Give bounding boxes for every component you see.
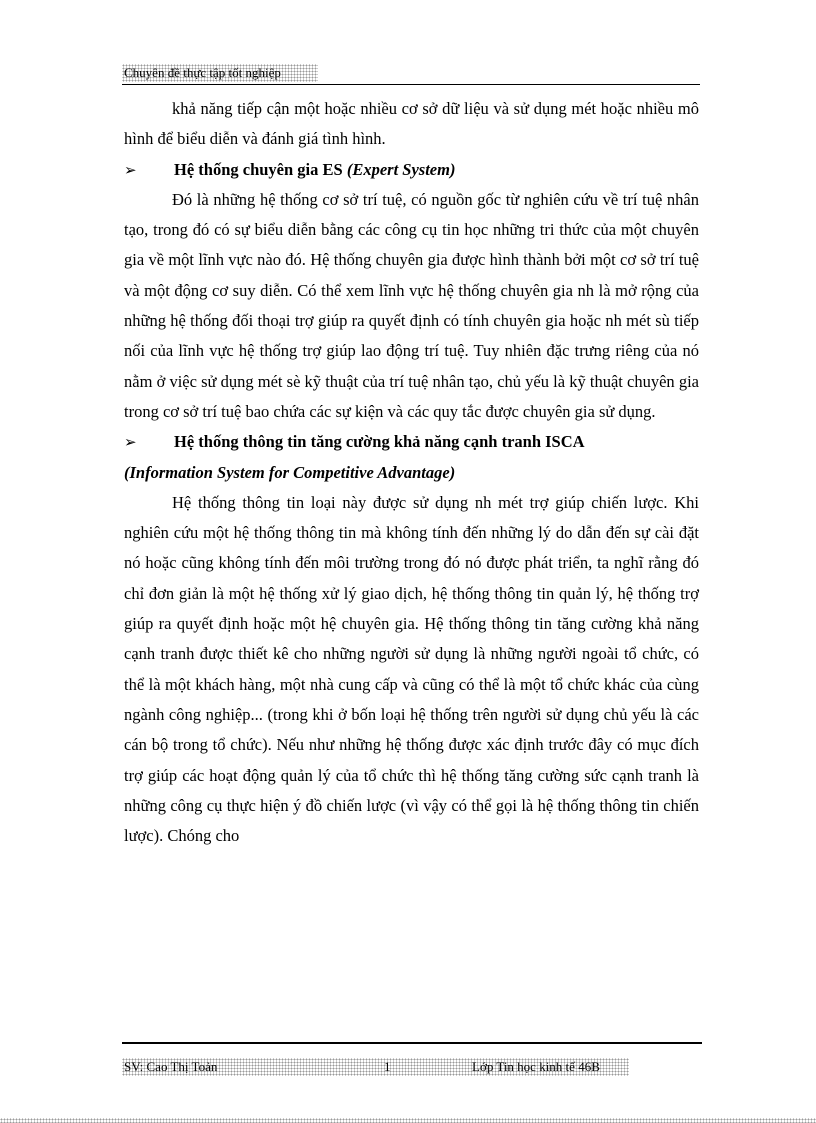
header-rule xyxy=(122,84,700,85)
bullet-heading-es-italic: (Expert System) xyxy=(346,159,456,179)
bullet-heading-isca xyxy=(124,427,699,457)
bottom-dotted-border xyxy=(0,1118,816,1123)
footer-student: SV: Cao Thị Toản xyxy=(124,1059,218,1074)
footer-rule xyxy=(122,1042,702,1044)
footer-page-number: 1 xyxy=(384,1059,391,1074)
document-body xyxy=(124,94,699,851)
arrowhead-bullet-icon: ➢ xyxy=(124,160,137,179)
bullet-heading-es xyxy=(124,155,699,185)
page-footer xyxy=(122,1058,629,1076)
paragraph-3: Hệ thống thông tin loại này được sử dụng nh mét trợ giúp chiến lược. Khi nghiên cứu một hệ thống thông tin mà không tính đến những lý do dẫn đến sự cài đặt nó hoặc cũng không tính đến môi trường trong đó nó được phát triển, ta nghĩ rằng đó chỉ đơn giản là một hệ thống xử lý giao dịch, hệ thống thông tin quản lý, hệ thống trợ giúp ra quyết định hoặc một hệ chuyên gia. Hệ thống thông tin tăng cường khả năng cạnh tranh được thiết kê cho những người sử dụng là những người ngoài tổ chức, có thể là một khách hàng, một nhà cung cấp và cũng có thể là một tổ chức khác của cùng ngành công nghiệp... (trong khi ở bốn loại hệ thống trên người sử dụng chủ yếu là các cán bộ trong tổ chức). Nếu như những hệ thống được xác định trước đây có mục đích trợ giúp các hoạt động quản lý của tổ chức thì hệ thống tăng cường sức cạnh tranh là những công cụ thực hiện ý đồ chiến lược (vì vậy có thể gọi là hệ thống thông tin chiến lược). Chóng cho xyxy=(124,492,699,846)
bullet-heading-es-text: Hệ thống chuyên gia ES xyxy=(174,159,343,179)
paragraph-2: Đó là những hệ thống cơ sở trí tuệ, có nguồn gốc từ nghiên cứu về trí tuệ nhân tạo, trong đó có sự biểu diễn bằng các công cụ tin học những tri thức của một chuyên gia về một lĩnh vực nào đó. Hệ thống chuyên gia được hình thành bởi một cơ sở trí tuệ và một động cơ suy diễn. Có thể xem lĩnh vực hệ thống chuyên gia nh là mở rộng của những hệ thống đối thoại trợ giúp ra quyết định có tính chuyên gia hoặc nh mét sù tiếp nối của lĩnh vực hệ thống trợ giúp lao động trí tuệ. Tuy nhiên đặc trưng riêng của nó nằm ở việc sử dụng mét sè kỹ thuật của trí tuệ nhân tạo, chủ yếu là kỹ thuật chuyên gia trong cơ sở trí tuệ bao chứa các sự kiện và các quy tắc được chuyên gia sử dụng. xyxy=(124,189,699,421)
page-header xyxy=(122,64,318,82)
bullet-heading-isca-text: Hệ thống thông tin tăng cường khả năng cạnh tranh ISCA xyxy=(174,432,585,452)
header-title: Chuyên đề thực tập tốt nghiệp xyxy=(124,65,281,80)
footer-class: Lớp Tin học kinh tế 46B xyxy=(472,1059,600,1074)
arrowhead-bullet-icon: ➢ xyxy=(124,433,137,452)
bullet-heading-isca-italic: (Information System for Competitive Advantage) xyxy=(124,462,456,482)
paragraph-1: khả năng tiếp cận một hoặc nhiều cơ sở dữ liệu và sử dụng mét hoặc nhiều mô hình để biểu diễn và đánh giá tình hình. xyxy=(124,99,699,149)
